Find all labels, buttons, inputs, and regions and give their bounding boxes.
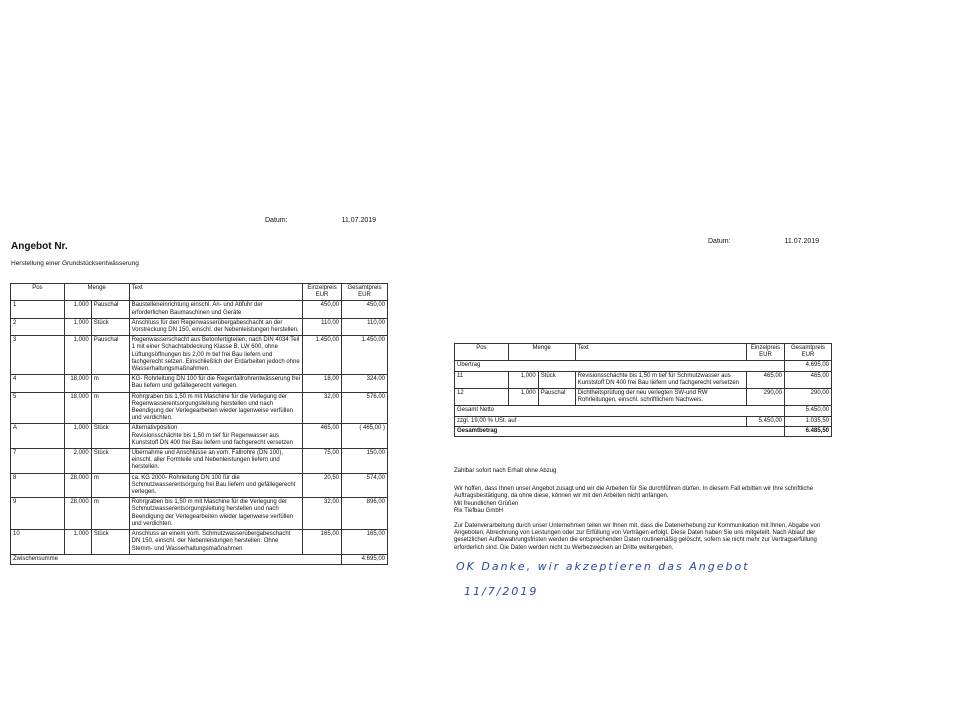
net-total-value: 5.450,00 xyxy=(785,406,832,416)
row-unit-price: 32,00 xyxy=(303,498,342,530)
table-row xyxy=(11,424,388,449)
carry-over-value: 4.695,00 xyxy=(785,361,832,371)
date-value: 11.07.2019 xyxy=(784,238,820,245)
row-description: Übernahme und Anschlüsse an vorh. Fallrohre (DN 100), einschl. aller Formteile und Nebenleistungen liefern und herstellen. xyxy=(129,449,302,474)
row-quantity: 28,000 xyxy=(64,473,91,498)
header-menge: Menge xyxy=(508,344,575,361)
date-row xyxy=(708,238,819,245)
row-unit: Stück xyxy=(538,371,575,388)
net-total-row xyxy=(455,406,832,416)
date-value: 11.07.2019 xyxy=(341,217,377,224)
header-text: Text xyxy=(575,344,746,361)
row-unit: Pauschal xyxy=(91,301,129,318)
company-name: Rix Tiefbau GmbH xyxy=(454,508,504,514)
row-unit-price: 32,00 xyxy=(303,392,342,424)
handwritten-date: 11/7/2019 xyxy=(464,585,539,598)
row-total: 1.450,00 xyxy=(342,336,388,375)
row-pos: 10 xyxy=(11,530,65,555)
header-text: Text xyxy=(129,284,302,301)
row-description: KG- Rohrleitung DN 100 für die Regenfallrohrentwässerung frei Bau liefern und gefällegerecht verlegen. xyxy=(129,375,302,392)
vat-label: zzgl. 19,00 % USt. auf xyxy=(455,416,747,426)
closing-text: Wir hoffen, dass Ihnen unser Angebot zusagt und wir die Arbeiten für Sie durchführen dürfen. In diesem Fall erbitten wir Ihre schriftliche Auftragsbestätigung, da ohne diese, können wir mit den Arbeiten nicht anfangen. xyxy=(454,486,814,500)
date-row xyxy=(265,217,376,224)
row-unit: Stück xyxy=(91,424,129,449)
table-row xyxy=(11,375,388,392)
row-unit: m xyxy=(91,392,129,424)
table-header-row xyxy=(455,344,832,361)
vat-row xyxy=(455,416,832,426)
net-total-label: Gesamt Netto xyxy=(455,406,785,416)
row-quantity: 1,000 xyxy=(64,530,91,555)
offer-page-1 xyxy=(0,210,400,630)
row-pos: 8 xyxy=(11,473,65,498)
handwritten-acceptance: OK Danke, wir akzeptieren das Angebot xyxy=(456,560,750,573)
offer-subtitle: Herstellung einer Grundstücksentwässerung xyxy=(11,260,139,267)
header-einzelpreis: Einzelpreis EUR xyxy=(303,284,342,301)
payment-note: Zahlbar sofort nach Erhalt ohne Abzug xyxy=(454,468,557,474)
row-quantity: 1,000 xyxy=(508,371,538,388)
carry-over-row xyxy=(455,361,832,371)
row-unit-price: 75,00 xyxy=(303,449,342,474)
offer-table-continued xyxy=(454,343,832,437)
row-unit-price: 20,50 xyxy=(303,473,342,498)
row-quantity: 1,000 xyxy=(508,389,538,406)
grand-total-label: Gesamtbetrag xyxy=(455,426,785,436)
table-header-row xyxy=(11,284,388,301)
row-unit: Stück xyxy=(91,449,129,474)
table-row xyxy=(11,530,388,555)
row-quantity: 18,000 xyxy=(64,392,91,424)
row-total: 290,00 xyxy=(785,389,832,406)
row-total: 450,00 xyxy=(342,301,388,318)
header-gesamtpreis: Gesamtpreis EUR xyxy=(785,344,832,361)
row-pos: 11 xyxy=(455,371,509,388)
greeting: Mit freundlichen Grüßen xyxy=(454,501,519,507)
row-quantity: 1,000 xyxy=(64,424,91,449)
carry-over-label: Übertrag xyxy=(455,361,785,371)
row-unit: m xyxy=(91,375,129,392)
row-quantity: 1,000 xyxy=(64,318,91,335)
row-description: Dichtheitsprüfung der neu verlegten SW-und RW Rohrleitungen, einschl. schriftlichem Nachweis. xyxy=(575,389,746,406)
table-row xyxy=(11,392,388,424)
date-label: Datum: xyxy=(265,217,288,224)
row-total: 574,00 xyxy=(342,473,388,498)
row-total: ( 465,00 ) xyxy=(342,424,388,449)
table-row xyxy=(455,389,832,406)
subtotal-row xyxy=(11,554,388,564)
grand-total-value: 6.485,50 xyxy=(785,426,832,436)
row-unit: m xyxy=(91,498,129,530)
row-description: Baustelleneinrichtung einschl. An- und Abfuhr der erforderlichen Baumaschinen und Geräte xyxy=(129,301,302,318)
vat-value: 1.035,50 xyxy=(785,416,832,426)
offer-page-2 xyxy=(448,230,848,610)
row-total: 576,00 xyxy=(342,392,388,424)
row-quantity: 2,000 xyxy=(64,449,91,474)
row-description: Rohrgraben bis 1,50 m mit Maschine für die Verlegung der Regenwasserentsorgungsleitung herstellen und nach Beendigung der Verlegearbeiten wieder lagenweise verfüllen und verdichten. xyxy=(129,392,302,424)
row-total: 165,00 xyxy=(342,530,388,555)
row-unit: Stück xyxy=(91,318,129,335)
table-row xyxy=(11,449,388,474)
table-row xyxy=(11,473,388,498)
row-unit-price: 450,00 xyxy=(303,301,342,318)
offer-title: Angebot Nr. xyxy=(11,241,68,252)
row-pos: 1 xyxy=(11,301,65,318)
subtotal-value: 4.695,00 xyxy=(342,554,388,564)
date-label: Datum: xyxy=(708,238,731,245)
row-unit-price: 18,00 xyxy=(303,375,342,392)
row-description: Regenwasserschacht aus Betonfertigteilen, nach DIN 4034 Teil 1 mit einer Schachtabdeckung Klasse B, LW 600, ohne Lüftungsöffnungen bis 2,00 m tief frei Bau liefern und fachgerecht setzen. Einschließlich der Erdarbeiten jedoch ohne Wasserhaltungsmaßnahmen. xyxy=(129,336,302,375)
row-description: Revisionsschächte bis 1,50 m tief für Schmutzwasser aus Kunststoff DN 400 frei Bau liefern und fachgerecht versetzen xyxy=(575,371,746,388)
header-einzelpreis: Einzelpreis EUR xyxy=(747,344,785,361)
row-unit-price: 290,00 xyxy=(747,389,785,406)
header-gesamtpreis: Gesamtpreis EUR xyxy=(342,284,388,301)
row-description: ca. KG 2000- Rohrleitung DN 100 für die Schmutzwasserentsorgung frei Bau liefern und gefällegerecht verlegen. xyxy=(129,473,302,498)
row-unit-price: 1.450,00 xyxy=(303,336,342,375)
row-unit: Pauschal xyxy=(538,389,575,406)
row-unit-price: 465,00 xyxy=(303,424,342,449)
row-pos: 3 xyxy=(11,336,65,375)
row-pos: 9 xyxy=(11,498,65,530)
row-unit: Stück xyxy=(91,530,129,555)
row-pos: A xyxy=(11,424,65,449)
row-description: Alternativposition Revisionsschächte bis 1,50 m tief für Regenwasser aus Kunststoff DN 400 frei Bau liefern und fachgerecht versetzen xyxy=(129,424,302,449)
row-unit: Pauschal xyxy=(91,336,129,375)
row-pos: 7 xyxy=(11,449,65,474)
row-quantity: 1,000 xyxy=(64,336,91,375)
row-total: 896,00 xyxy=(342,498,388,530)
row-total: 324,00 xyxy=(342,375,388,392)
vat-base: 5.450,00 xyxy=(747,416,785,426)
row-quantity: 18,000 xyxy=(64,375,91,392)
table-row xyxy=(11,301,388,318)
table-row xyxy=(11,336,388,375)
row-total: 465,00 xyxy=(785,371,832,388)
row-pos: 5 xyxy=(11,392,65,424)
row-total: 110,00 xyxy=(342,318,388,335)
row-description: Anschluss für den Regenwasserübergabeschacht an der Vorstreckung DN 150, einschl. der Nebenleistungen herstellen. xyxy=(129,318,302,335)
row-pos: 12 xyxy=(455,389,509,406)
row-unit-price: 165,00 xyxy=(303,530,342,555)
header-menge: Menge xyxy=(64,284,129,301)
row-pos: 4 xyxy=(11,375,65,392)
privacy-notice: Zur Datenverarbeitung durch unser Unternehmen teilen wir Ihnen mit, dass die Datenerhebung zur Kommunikation mit Ihnen, Abgabe von Angeboten, Abrechnung von Leistungen oder zur Erfüllung von Verträgen erfolgt. Diese Daten haben Sie uns mitgeteilt. Nach Ablauf der gesetzlichen Aufbewahrungsfristen werden die entsprechenden Daten routinemäßig gelöscht, sofern sie nicht mehr zur Vertragserfüllung erforderlich sind. Die Daten werden nicht zu Werbezwecken an Dritte weitergeben. xyxy=(454,523,821,551)
row-unit-price: 465,00 xyxy=(747,371,785,388)
row-description: Rohrgraben bis 1,50 m mit Maschine für die Verlegung der Schmutzwasserentsorgungsleitung herstellen und nach Beendigung der Verlegearbeiten wieder lagenweise verfüllen und verdichten. xyxy=(129,498,302,530)
row-pos: 2 xyxy=(11,318,65,335)
header-pos: Pos xyxy=(455,344,509,361)
table-row xyxy=(11,498,388,530)
row-total: 150,00 xyxy=(342,449,388,474)
table-row xyxy=(455,371,832,388)
header-pos: Pos xyxy=(11,284,65,301)
row-unit-price: 110,00 xyxy=(303,318,342,335)
subtotal-label: Zwischensumme xyxy=(11,554,342,564)
table-row xyxy=(11,318,388,335)
row-quantity: 1,000 xyxy=(64,301,91,318)
row-unit: m xyxy=(91,473,129,498)
grand-total-row xyxy=(455,426,832,436)
offer-table xyxy=(10,283,388,565)
row-description: Anschluss an einem vorh. Schmutzwasserübergabeschacht DN 150, einschl. der Nebenleistungen herstellen. Ohne Stemm- und Wasserhaltungsmaßnahmen xyxy=(129,530,302,555)
row-quantity: 28,000 xyxy=(64,498,91,530)
